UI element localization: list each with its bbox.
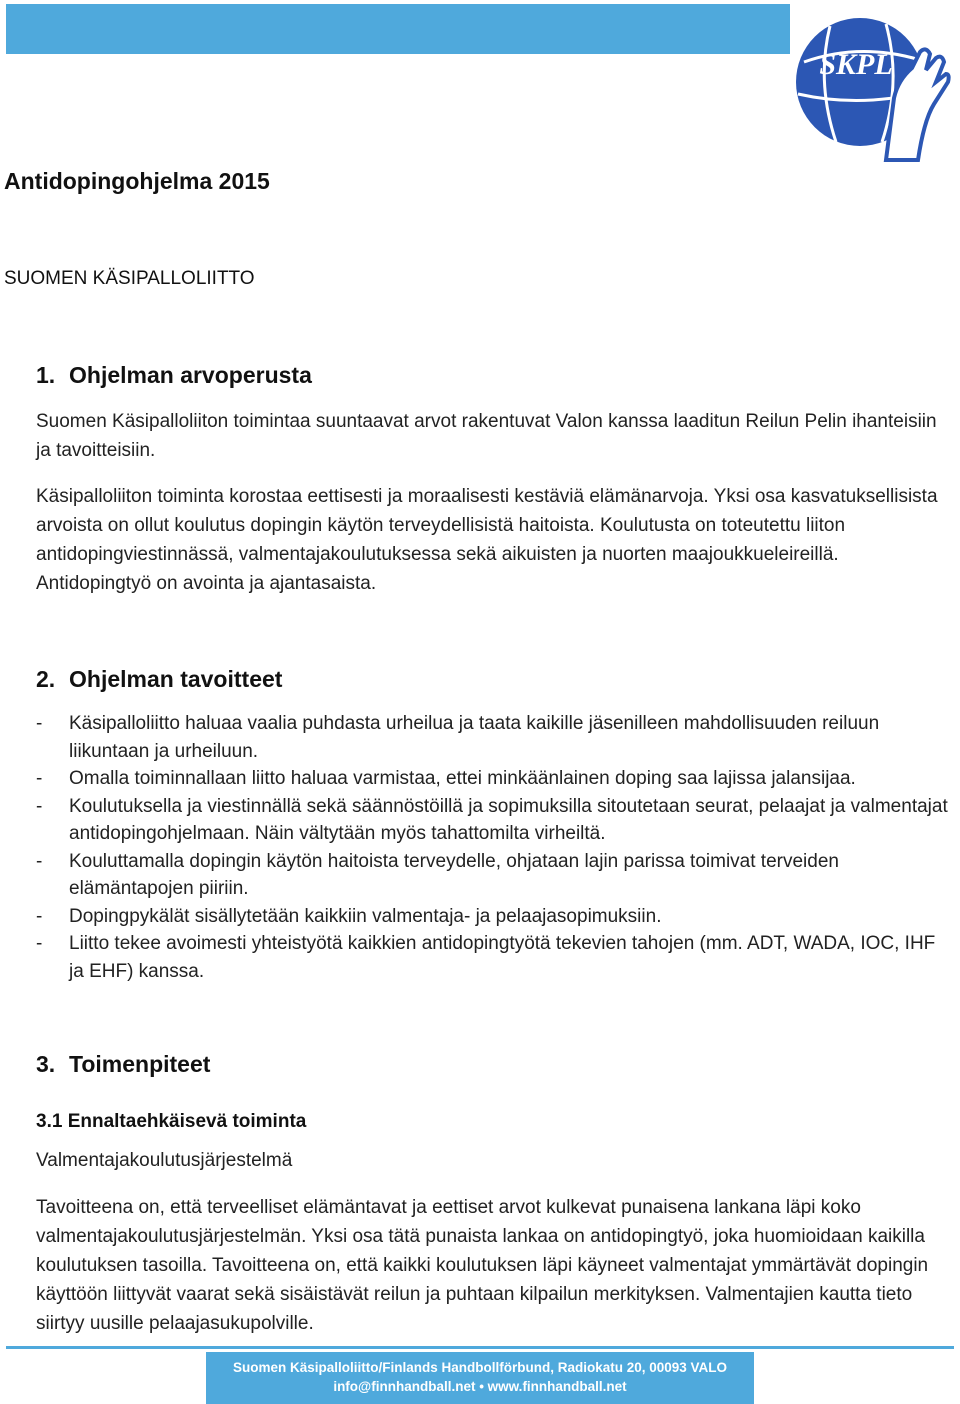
section-1-heading	[36, 362, 954, 389]
section-3-heading	[36, 1051, 954, 1078]
document-title: Antidopingohjelma 2015	[4, 168, 270, 194]
section-2-title: Ohjelman tavoitteet	[69, 666, 283, 692]
organization-name: SUOMEN KÄSIPALLOLIITTO	[4, 268, 255, 289]
list-item: - Koulutuksella ja viestinnällä sekä säännöstöillä ja sopimuksilla sitoutetaan seurat, pelaajat ja valmentajat antidopingohjelmaan. Näin vältytään myös tahattomilta virheiltä.	[36, 795, 948, 844]
skpl-logo	[790, 12, 952, 162]
footer-contact: info@finnhandball.net • www.finnhandball.net	[333, 1379, 627, 1394]
footer-divider	[6, 1346, 954, 1349]
footer-address: Suomen Käsipalloliitto/Finlands Handbollförbund, Radiokatu 20, 00093 VALO	[232, 1360, 728, 1375]
list-item: - Liitto tekee avoimesti yhteistyötä kaikkien antidopingtyötä tekevien tahojen (mm. ADT, WADA, IOC, IHF ja EHF) kanssa.	[36, 933, 936, 982]
list-item: - Omalla toiminnallaan liitto haluaa varmistaa, ettei minkäänlainen doping saa lajissa jalansijaa.	[36, 768, 856, 789]
section-3-1-subheading: Valmentajakoulutusjärjestelmä	[36, 1150, 293, 1171]
logo-text: SKPL	[819, 48, 893, 81]
goals-list	[36, 710, 954, 985]
section-1-paragraph-2: Käsipalloliiton toiminta korostaa eettisesti ja moraalisesti kestäviä elämänarvoja. Yksi osa kasvatuksellisista arvoista on ollut koulutus dopingin käytön terveydellisistä haitoista. Koulutusta on toteutettu liiton antidopingviestinnässä, valmentajakoulutuksessa sekä aikuisten ja nuorten maajoukkueleireillä. Antidopingtyö on avointa ja ajantasaista.	[36, 486, 938, 594]
section-3-1-heading: 3.1 Ennaltaehkäisevä toiminta	[36, 1111, 307, 1132]
list-item: - Kouluttamalla dopingin käytön haitoista terveydelle, ohjataan lajin parissa toimivat terveiden elämäntapojen piiriin.	[36, 850, 839, 899]
header-band	[6, 4, 790, 54]
section-3-number: 3.	[36, 1051, 56, 1077]
section-3	[36, 1051, 954, 1338]
list-item: - Käsipalloliitto haluaa vaalia puhdasta urheilua ja taata kaikille jäsenilleen mahdollisuuden reiluun liikuntaan ja urheiluun.	[36, 713, 880, 762]
section-2-number: 2.	[36, 666, 56, 692]
section-1-title: Ohjelman arvoperusta	[69, 362, 312, 388]
section-1-paragraph-1: Suomen Käsipalloliiton toimintaa suuntaavat arvot rakentuvat Valon kanssa laaditun Reilun Pelin ihanteisiin ja tavoitteisiin.	[36, 411, 937, 461]
section-2-heading	[36, 666, 954, 693]
section-3-title: Toimenpiteet	[69, 1051, 211, 1077]
section-2	[36, 666, 954, 985]
list-item: - Dopingpykälät sisällytetään kaikkiin valmentaja- ja pelaajasopimuksiin.	[36, 905, 662, 927]
footer	[206, 1352, 754, 1404]
section-3-1-paragraph: Tavoitteena on, että terveelliset elämäntavat ja eettiset arvot kulkevat punaisena lankana läpi koko valmentajakoulutusjärjestelmän. Yksi osa tätä punaista lankaa on antidopingtyö, joka huomioidaan kaikilla koulutuksen tasoilla. Tavoitteena on, että kaikki koulutuksen läpi käyneet valmentajat ymmärtävät dopingin käyttöön liittyvät vaarat sekä sisäistävät reilun ja puhtaan kilpailun merkityksen. Valmentajien kautta tieto siirtyy uusille pelaajasukupolville.	[36, 1197, 929, 1334]
section-1	[36, 362, 954, 598]
section-1-number: 1.	[36, 362, 56, 388]
